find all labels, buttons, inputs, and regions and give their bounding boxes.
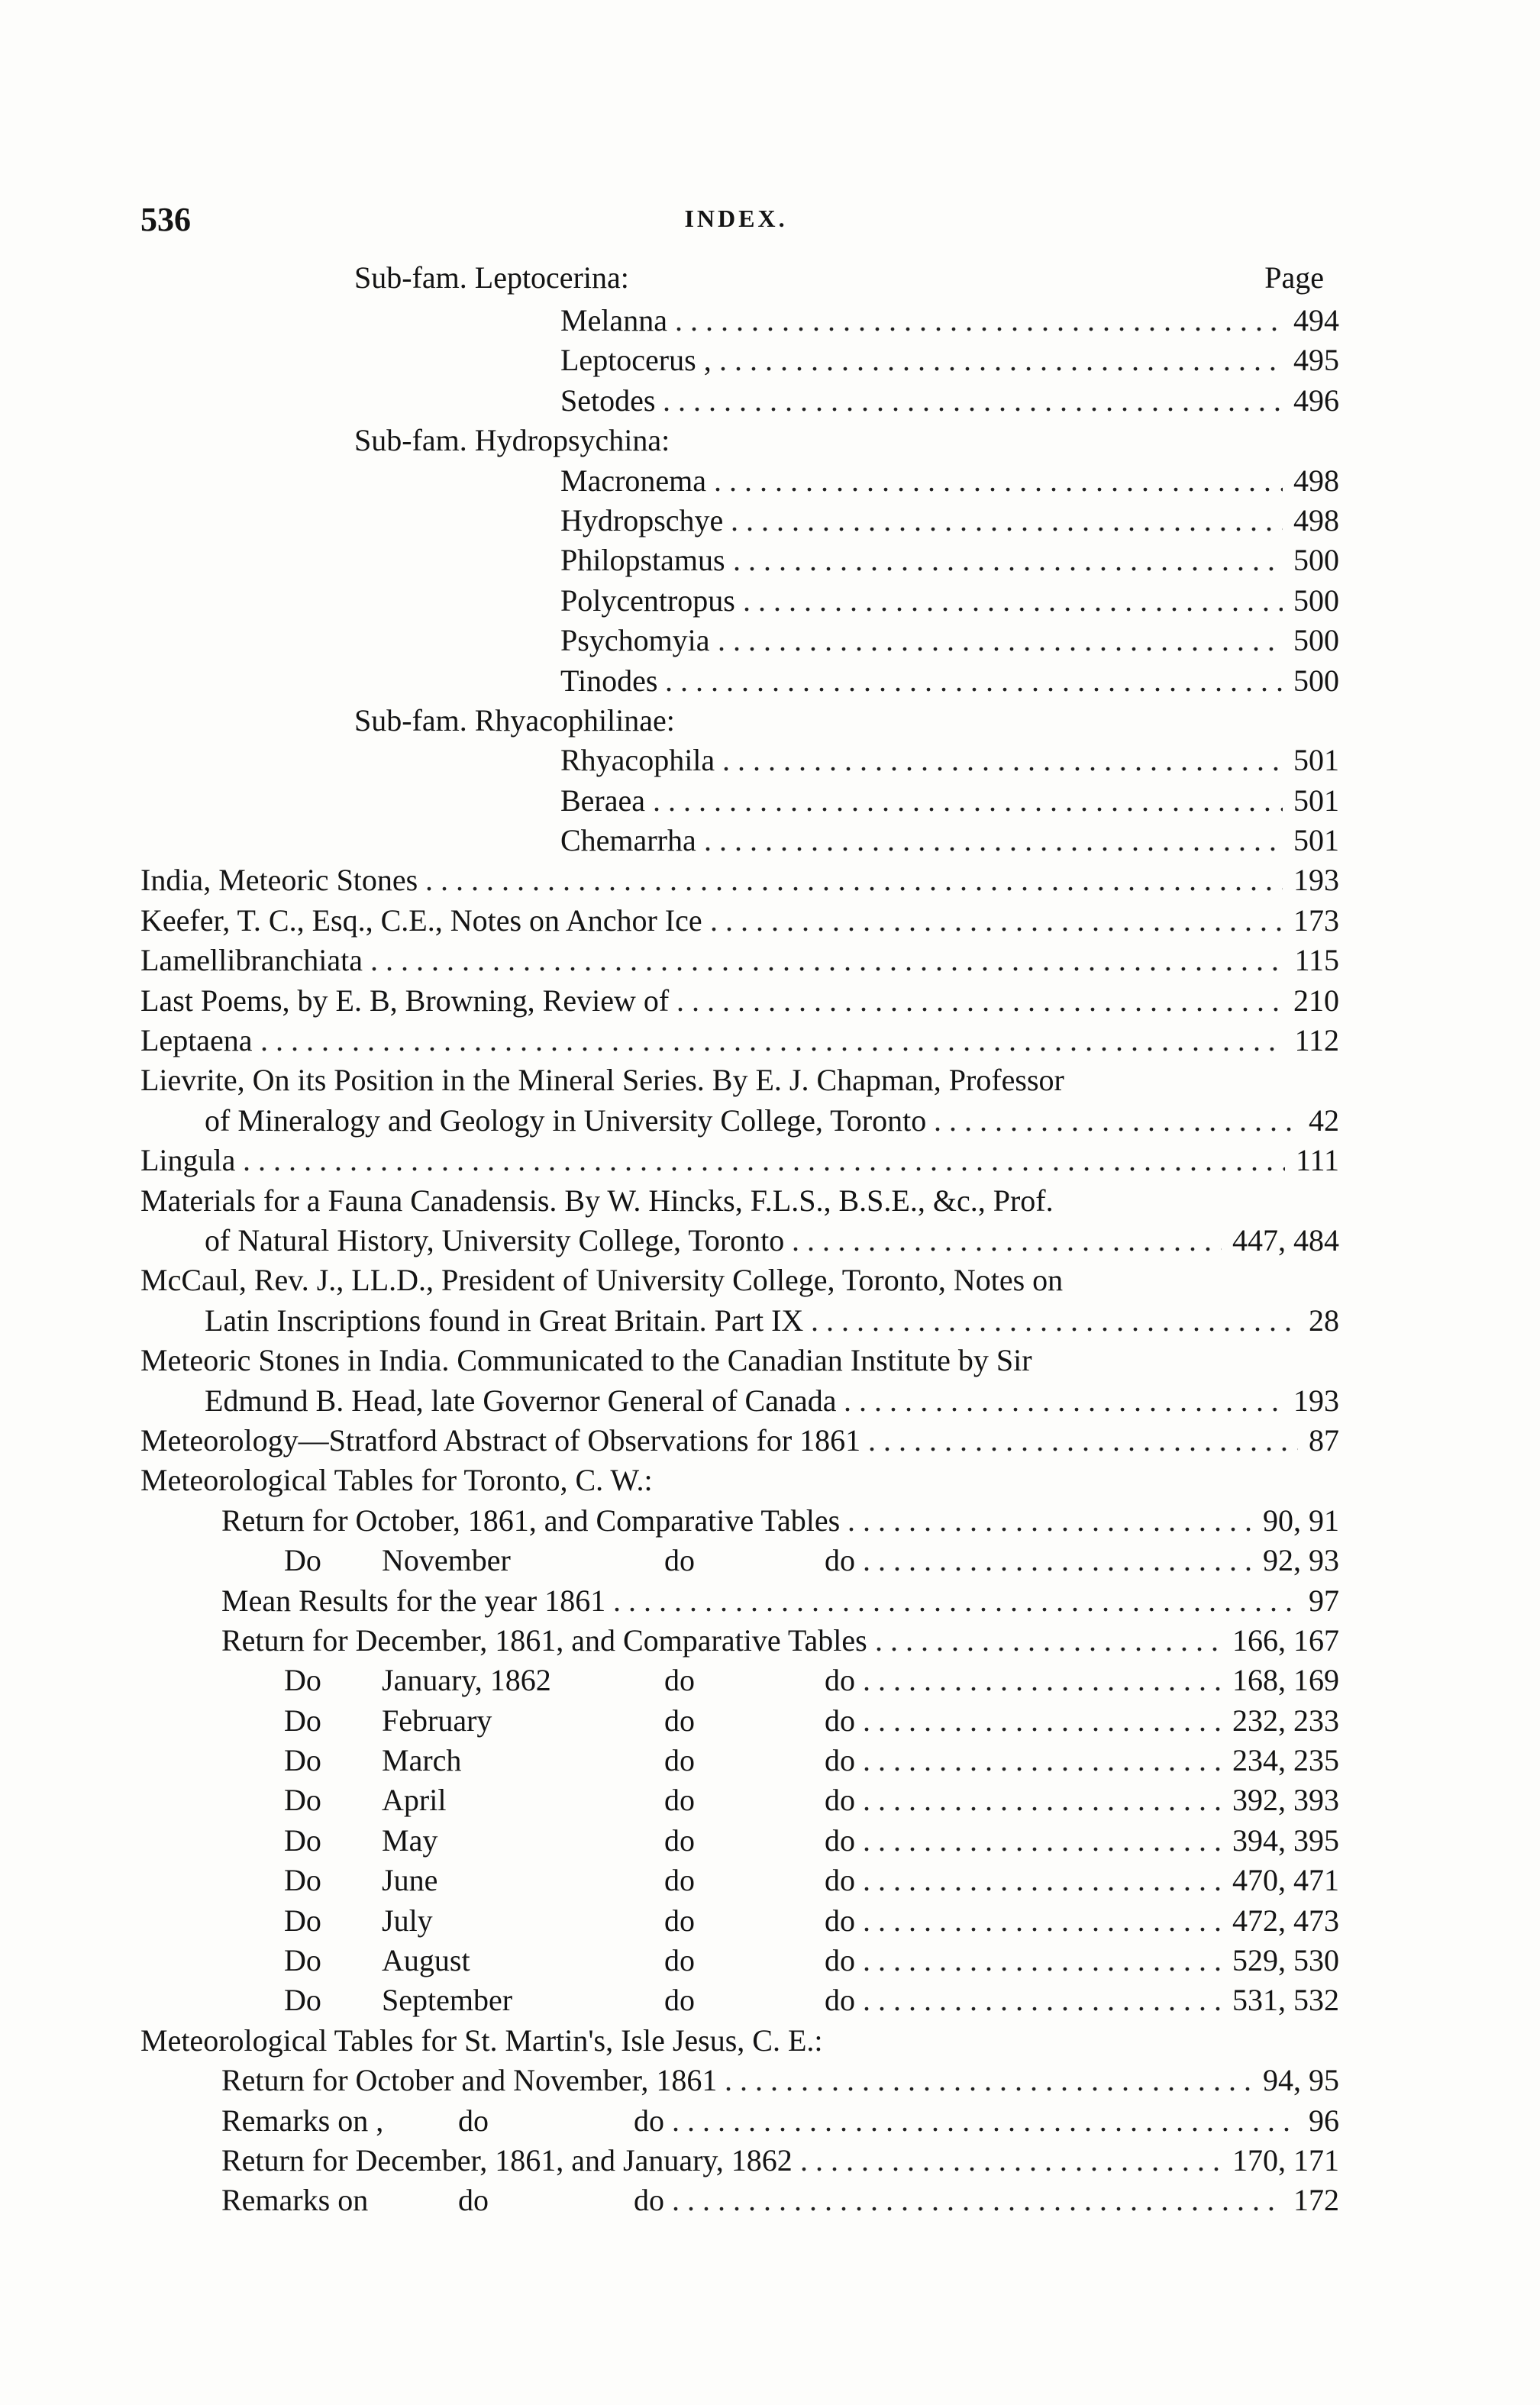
entry-text: Polycentropus <box>560 583 735 618</box>
page-column-label: Page <box>1264 260 1324 295</box>
entry-text: of Natural History, University College, Toronto <box>205 1222 785 1257</box>
entry-text: McCaul, Rev. J., LL.D., President of University College, Toronto, Notes on <box>140 1263 1064 1298</box>
entry-text: Psychomyia <box>560 623 710 658</box>
index-entry <box>0 581 1540 621</box>
entry-page-number: 500 <box>1293 663 1339 698</box>
leader-dots <box>811 1301 1298 1341</box>
leader-dots <box>722 741 1283 780</box>
index-entry <box>0 1021 1540 1060</box>
leader-dots <box>743 581 1283 621</box>
leader-dots <box>863 1861 1222 1900</box>
entry-text: Setodes <box>560 383 656 418</box>
index-entry <box>0 461 1540 501</box>
entry-column-c1: Do <box>284 1822 321 1858</box>
entry-column-c4: do <box>825 1863 855 1898</box>
entry-column-c4: do <box>825 1743 855 1778</box>
entry-text: Leptaena <box>140 1023 253 1058</box>
entry-page-number: 94, 95 <box>1263 2063 1339 2098</box>
entry-page-number: 447, 484 <box>1232 1222 1339 1257</box>
entry-column-c2: April <box>382 1783 447 1818</box>
entry-column-c1: Remarks on <box>221 2183 369 2218</box>
leader-dots <box>863 1701 1222 1741</box>
entry-column-c1: Do <box>284 1903 321 1938</box>
leader-dots <box>714 461 1283 501</box>
entry-column-c3: do <box>664 1743 695 1778</box>
entry-column-c3: do <box>664 1543 695 1578</box>
entry-column-c3: do <box>634 2103 664 2138</box>
entry-text: Beraea <box>560 783 646 818</box>
index-entry <box>0 1501 1540 1541</box>
entry-page-number: 498 <box>1293 463 1339 498</box>
leader-dots <box>863 1780 1222 1820</box>
index-entry <box>0 2181 1540 2220</box>
leader-dots <box>800 2141 1222 2181</box>
entry-column-c2: August <box>382 1943 470 1978</box>
entry-page-number: 470, 471 <box>1232 1863 1339 1898</box>
leader-dots <box>863 1821 1222 1861</box>
leader-dots <box>731 501 1283 541</box>
entry-text: Meteorological Tables for Toronto, C. W.: <box>140 1463 653 1498</box>
leader-dots <box>672 2181 1283 2220</box>
entry-text: Sub-fam. Rhyacophilinae: <box>354 702 675 738</box>
entry-text: Keefer, T. C., Esq., C.E., Notes on Anchor Ice <box>140 902 702 938</box>
index-entry <box>0 301 1540 341</box>
leader-dots <box>719 341 1283 380</box>
leader-dots <box>863 1661 1222 1700</box>
entry-column-c3: do <box>664 1822 695 1858</box>
entry-text: Lievrite, On its Position in the Mineral Series. By E. J. Chapman, Professor <box>140 1063 1064 1098</box>
entry-page-number: 501 <box>1293 783 1339 818</box>
column-header <box>354 260 1324 295</box>
index-entry <box>0 621 1540 660</box>
entry-column-c1: Do <box>284 1983 321 2018</box>
entry-page-number: 500 <box>1293 543 1339 578</box>
entry-column-c2: May <box>382 1822 438 1858</box>
leader-dots <box>875 1621 1222 1661</box>
index-entry <box>0 1101 1540 1141</box>
index-entry <box>0 1341 1540 1380</box>
entry-column-c3: do <box>664 1863 695 1898</box>
entry-page-number: 501 <box>1293 823 1339 858</box>
entry-text: Return for December, 1861, and Comparative Tables <box>221 1622 867 1658</box>
entry-page-number: 168, 169 <box>1232 1663 1339 1698</box>
index-entry <box>0 1301 1540 1341</box>
index-entry <box>0 1381 1540 1421</box>
index-entry <box>0 1261 1540 1300</box>
leader-dots <box>863 1941 1222 1980</box>
entry-column-c4: do <box>825 1663 855 1698</box>
leader-dots <box>663 381 1283 421</box>
entry-text: Lamellibranchiata <box>140 943 363 978</box>
entry-text: Latin Inscriptions found in Great Britain. Part IX <box>205 1303 804 1338</box>
entry-page-number: 173 <box>1293 902 1339 938</box>
entry-text: Leptocerus , <box>560 343 712 378</box>
index-entry <box>0 741 1540 780</box>
entry-page-number: 472, 473 <box>1232 1903 1339 1938</box>
entry-column-c2: September <box>382 1983 513 2018</box>
leader-dots <box>613 1581 1298 1621</box>
page-header <box>140 200 1332 246</box>
leader-dots <box>676 981 1283 1021</box>
leader-dots <box>863 1541 1252 1580</box>
entry-page-number: 495 <box>1293 343 1339 378</box>
entry-page-number: 112 <box>1294 1023 1339 1058</box>
entry-page-number: 96 <box>1309 2103 1339 2138</box>
entry-text: Meteorological Tables for St. Martin's, Isle Jesus, C. E.: <box>140 2022 823 2058</box>
entry-column-c1: Do <box>284 1783 321 1818</box>
leader-dots <box>260 1021 1283 1060</box>
entry-page-number: 166, 167 <box>1232 1622 1339 1658</box>
entry-page-number: 529, 530 <box>1232 1943 1339 1978</box>
index-entry <box>0 1181 1540 1221</box>
entry-page-number: 501 <box>1293 743 1339 778</box>
index-entry <box>0 541 1540 580</box>
index-entry <box>0 1621 1540 1661</box>
entry-column-c2: June <box>382 1863 438 1898</box>
index-entry <box>0 2141 1540 2181</box>
leader-dots <box>425 860 1283 900</box>
index-entries <box>0 301 1540 2221</box>
entry-page-number: 494 <box>1293 303 1339 337</box>
entry-text: Sub-fam. Hydropsychina: <box>354 423 670 458</box>
entry-column-c2: do <box>458 2103 489 2138</box>
entry-column-c3: do <box>664 1983 695 2018</box>
index-entry <box>0 661 1540 701</box>
entry-page-number: 92, 93 <box>1263 1543 1339 1578</box>
entry-page-number: 193 <box>1293 863 1339 898</box>
leader-dots <box>665 661 1283 701</box>
entry-text: Melanna <box>560 303 667 337</box>
entry-column-c3: do <box>664 1943 695 1978</box>
entry-text: Return for October, 1861, and Comparative Tables <box>221 1503 841 1538</box>
entry-page-number: 90, 91 <box>1263 1503 1339 1538</box>
leader-dots <box>792 1221 1222 1261</box>
index-entry <box>0 421 1540 460</box>
entry-column-c3: do <box>664 1783 695 1818</box>
entry-column-c1: Do <box>284 1863 321 1898</box>
entry-column-c4: do <box>825 1703 855 1738</box>
entry-text: Tinodes <box>560 663 658 698</box>
entry-column-c4: do <box>825 1943 855 1978</box>
entry-page-number: 500 <box>1293 623 1339 658</box>
index-entry <box>0 2101 1540 2141</box>
entry-column-c3: do <box>664 1703 695 1738</box>
index-entry <box>0 341 1540 380</box>
entry-page-number: 172 <box>1293 2183 1339 2218</box>
entry-text: Macronema <box>560 463 707 498</box>
leader-dots <box>370 941 1283 980</box>
page-title: INDEX. <box>684 205 788 232</box>
index-entry <box>0 501 1540 541</box>
leader-dots <box>710 901 1283 941</box>
leader-dots <box>675 301 1283 341</box>
leader-dots <box>725 2061 1252 2100</box>
entry-column-c4: do <box>825 1783 855 1818</box>
entry-page-number: 394, 395 <box>1232 1822 1339 1858</box>
entry-text: Lingula <box>140 1143 236 1178</box>
index-entry <box>0 941 1540 980</box>
leader-dots <box>868 1421 1298 1461</box>
leader-dots <box>653 781 1283 821</box>
entry-column-c4: do <box>825 1903 855 1938</box>
entry-column-c2: January, 1862 <box>382 1663 551 1698</box>
entry-page-number: 170, 171 <box>1232 2142 1339 2177</box>
entry-text: Hydropschye <box>560 502 724 537</box>
index-entry <box>0 1060 1540 1100</box>
entry-page-number: 111 <box>1295 1143 1339 1178</box>
index-entry <box>0 821 1540 860</box>
entry-page-number: 498 <box>1293 502 1339 537</box>
entry-column-c1: Do <box>284 1663 321 1698</box>
entry-column-c4: do <box>825 1983 855 2018</box>
entry-column-c2: July <box>382 1903 433 1938</box>
entry-column-c4: do <box>825 1822 855 1858</box>
entry-column-c3: do <box>664 1903 695 1938</box>
index-entry <box>0 701 1540 741</box>
section-heading: Sub-fam. Leptocerina: <box>354 260 629 295</box>
index-entry <box>0 901 1540 941</box>
leader-dots <box>704 821 1283 860</box>
index-entry <box>0 1780 1540 1820</box>
index-entry <box>0 1221 1540 1261</box>
index-entry <box>0 1661 1540 1700</box>
entry-page-number: 500 <box>1293 583 1339 618</box>
index-entry <box>0 381 1540 421</box>
page-number: 536 <box>140 201 191 238</box>
leader-dots <box>863 1741 1222 1780</box>
leader-dots <box>863 1980 1222 2020</box>
entry-text: Meteoric Stones in India. Communicated to the Canadian Institute by Sir <box>140 1343 1032 1378</box>
index-entry <box>0 1741 1540 1780</box>
leader-dots <box>718 621 1283 660</box>
entry-page-number: 210 <box>1293 983 1339 1018</box>
entry-page-number: 87 <box>1309 1422 1339 1458</box>
entry-column-c2: November <box>382 1543 511 1578</box>
index-entry <box>0 1980 1540 2020</box>
entry-column-c3: do <box>664 1663 695 1698</box>
index-entry <box>0 1461 1540 1500</box>
leader-dots <box>934 1101 1298 1141</box>
leader-dots <box>847 1501 1252 1541</box>
entry-page-number: 496 <box>1293 383 1339 418</box>
entry-text: Meteorology—Stratford Abstract of Observations for 1861 <box>140 1422 861 1458</box>
index-entry <box>0 1861 1540 1900</box>
entry-text: Last Poems, by E. B, Browning, Review of <box>140 983 670 1018</box>
leader-dots <box>863 1901 1222 1941</box>
index-entry <box>0 1701 1540 1741</box>
entry-text: Return for December, 1861, and January, 1862 <box>221 2142 793 2177</box>
entry-column-c1: Do <box>284 1943 321 1978</box>
entry-column-c1: Remarks on , <box>221 2103 384 2138</box>
entry-text: Mean Results for the year 1861 <box>221 1583 606 1618</box>
entry-text: Materials for a Fauna Canadensis. By W. Hincks, F.L.S., B.S.E., &c., Prof. <box>140 1183 1054 1218</box>
index-entry <box>0 981 1540 1021</box>
index-entry <box>0 1941 1540 1980</box>
leader-dots <box>733 541 1283 580</box>
entry-column-c1: Do <box>284 1703 321 1738</box>
entry-page-number: 232, 233 <box>1232 1703 1339 1738</box>
entry-page-number: 42 <box>1309 1102 1339 1138</box>
entry-column-c2: February <box>382 1703 492 1738</box>
entry-text: India, Meteoric Stones <box>140 863 418 898</box>
index-entry <box>0 1901 1540 1941</box>
entry-page-number: 193 <box>1293 1383 1339 1418</box>
entry-column-c2: do <box>458 2183 489 2218</box>
entry-text: of Mineralogy and Geology in University College, Toronto <box>205 1102 927 1138</box>
entry-text: Return for October and November, 1861 <box>221 2063 718 2098</box>
index-entry <box>0 1821 1540 1861</box>
entry-column-c4: do <box>825 1543 855 1578</box>
leader-dots <box>844 1381 1283 1421</box>
entry-page-number: 392, 393 <box>1232 1783 1339 1818</box>
index-entry <box>0 1581 1540 1621</box>
entry-page-number: 28 <box>1309 1303 1339 1338</box>
index-entry <box>0 1541 1540 1580</box>
index-entry <box>0 2021 1540 2061</box>
entry-page-number: 115 <box>1294 943 1339 978</box>
index-entry <box>0 1141 1540 1180</box>
entry-page-number: 97 <box>1309 1583 1339 1618</box>
index-entry <box>0 2061 1540 2100</box>
entry-text: Edmund B. Head, late Governor General of Canada <box>205 1383 837 1418</box>
entry-page-number: 234, 235 <box>1232 1743 1339 1778</box>
entry-text: Philopstamus <box>560 543 725 578</box>
leader-dots <box>672 2101 1298 2141</box>
index-entry <box>0 1421 1540 1461</box>
entry-column-c1: Do <box>284 1543 321 1578</box>
leader-dots <box>243 1141 1285 1180</box>
index-entry <box>0 860 1540 900</box>
index-entry <box>0 781 1540 821</box>
entry-text: Chemarrha <box>560 823 696 858</box>
entry-column-c3: do <box>634 2183 664 2218</box>
entry-column-c2: March <box>382 1743 462 1778</box>
entry-column-c1: Do <box>284 1743 321 1778</box>
entry-page-number: 531, 532 <box>1232 1983 1339 2018</box>
entry-text: Rhyacophila <box>560 743 715 778</box>
